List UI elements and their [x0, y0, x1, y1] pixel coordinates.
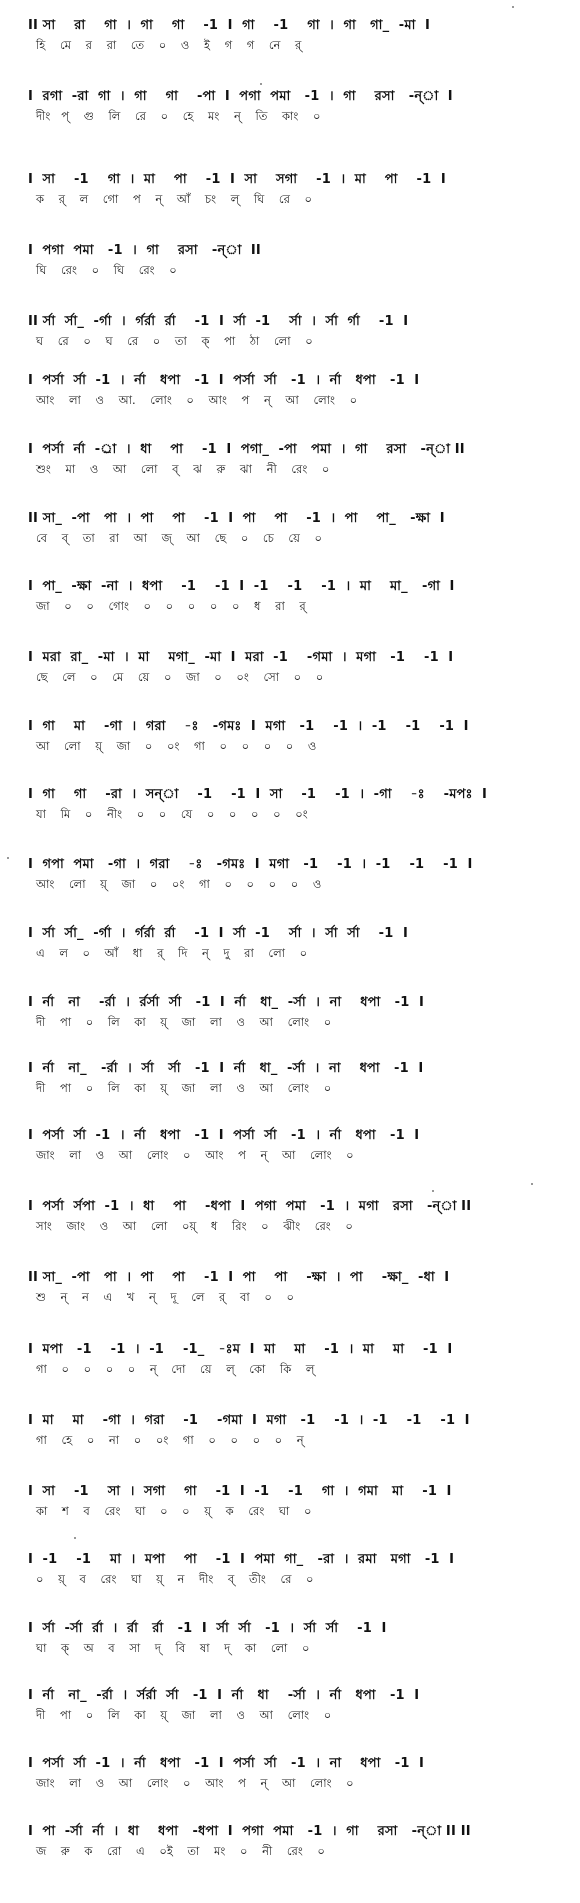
notation-row	[28, 1756, 558, 1791]
swara-line: I পা_ -ক্ষা -না । ধপা -1 -1 I -1 -1 -1 । মা মা_ -গা I	[28, 579, 455, 594]
swara-line: I র্না না_ -র্রা । র্সর্রা র্সা -1 I র্না ধা -র্সা । র্না ধপা -1 I	[28, 1688, 420, 1703]
notation-row	[28, 243, 558, 278]
notation-row	[28, 1413, 558, 1448]
lyric-line: দী পা ০ লি কা য়্ জা লা ও আ লোং ০	[36, 1015, 332, 1029]
notation-row	[28, 18, 558, 53]
swara-line: I মরা রা_ -মা । মা মগা_ -মা I মরা -1 -গমা । মগা -1 -1 I	[28, 650, 454, 665]
lyric-line: জাং লা ও আ লোং ০ আং প ন্ আ লোং ০	[36, 1148, 354, 1162]
lyric-line: গা হে ০ না ০ ০ং গা ০ ০ ০ ০ ন্	[36, 1433, 304, 1447]
lyric-line: হি মে র রা তে ০ ও ই গ গ নে র্	[36, 38, 302, 52]
swara-line: I -1 -1 মা । মপা পা -1 I পমা গা_ -রা । রমা মগা -1 I	[28, 1552, 455, 1567]
lyric-line: গা ০ ০ ০ ০ ন্ দো য়ে ল্ কো কি ল্	[36, 1362, 315, 1376]
lyric-line: ঘ রে ০ ঘ রে ০ তা ক্ পা ঠা লো ০	[36, 334, 313, 348]
lyric-line: ০ য়্ ব রেং ঘা য়্ ন দীং ব্ তীং রে ০	[36, 1572, 314, 1586]
ink-speck	[531, 1183, 533, 1185]
swara-line: II র্সা র্সা_ -র্গা । র্গর্রা র্রা -1 I র্সা -1 র্সা । র্সা র্গা -1 I	[28, 314, 409, 329]
lyric-line: আং লো য়্ জা ০ ০ং গা ০ ০ ০ ০ ও	[36, 877, 322, 891]
notation-row	[28, 1061, 558, 1096]
ink-speck	[74, 1537, 76, 1539]
swara-line: I পর্সা র্সপা -1 । ধা পা -ধপা I পগা পমা -1 । মগা রসা -ন্‌া II	[28, 1199, 472, 1214]
lyric-line: শু ন্ ন এ খ ন্ দূ লে র্ বা ০ ০	[36, 1290, 294, 1304]
swara-line: I মপা -1 -1 । -1 -1_ -ঃম I মা মা -1 । মা মা -1 I	[28, 1342, 453, 1357]
lyric-line: ঘি রেং ০ ঘি রেং ০	[36, 263, 177, 277]
lyric-line: আ লো য়্ জা ০ ০ং গা ০ ০ ০ ০ ও	[36, 739, 317, 753]
notation-row	[28, 373, 558, 408]
lyric-line: জাং লা ও আ লোং ০ আং প ন্ আ লোং ০	[36, 1776, 354, 1790]
swara-line: II সা_ -পা পা । পা পা -1 I পা পা -1 । পা পা_ -ক্ষা I	[28, 511, 445, 526]
notation-row	[28, 719, 558, 754]
lyric-line: আং লা ও আ. লোং ০ আং প ন্ আ লোং ০	[36, 393, 358, 407]
swara-line: I মা মা -গা । গরা -1 -গমা I মগা -1 -1 । -1 -1 -1 I	[28, 1413, 470, 1428]
lyric-line: জা ০ ০ গোং ০ ০ ০ ০ ০ ধ রা র্	[36, 599, 306, 613]
ink-speck	[260, 83, 262, 85]
notation-row	[28, 314, 558, 349]
swara-line: I গা গা -রা । সন্‌া -1 -1 I সা -1 -1 । -গা -ঃ -মপঃ I	[28, 787, 488, 802]
swara-line: I পর্সা র্সা -1 । র্না ধপা -1 I পর্সা র্সা -1 । র্না ধপা -1 I	[28, 1128, 420, 1143]
notation-row	[28, 1342, 558, 1377]
swara-line: II সা রা গা । গা গা -1 I গা -1 গা । গা গা_ -মা I	[28, 18, 431, 33]
swara-line: I সা -1 গা । মা পা -1 I সা সগা -1 । মা পা -1 I	[28, 172, 446, 187]
lyric-line: দী পা ০ লি কা য়্ জা লা ও আ লোং ০	[36, 1081, 332, 1095]
ink-speck	[432, 1190, 434, 1192]
notation-row	[28, 1128, 558, 1163]
swara-line: I গা মা -গা । গরা -ঃ -গমঃ I মগা -1 -1 । -1 -1 -1 I	[28, 719, 469, 734]
swara-line: I সা -1 সা । সগা গা -1 I -1 -1 গা । গমা মা -1 I	[28, 1484, 452, 1499]
notation-row	[28, 1824, 558, 1859]
swara-line: I পর্সা র্সা -1 । র্না ধপা -1 I পর্সা র্সা -1 । না ধপা -1 I	[28, 1756, 425, 1771]
notation-row	[28, 579, 558, 614]
ink-speck	[512, 6, 514, 8]
lyric-line: দীং প্ গু লি রে ০ হে মং ন্ তি কাং ০	[36, 109, 321, 123]
lyric-line: ক র্ ল গো প ন্ আঁ চং ল্ ঘি রে ০	[36, 192, 312, 206]
swara-line: I রগা -রা গা । গা গা -পা I পগা পমা -1 । গা রসা -ন্‌া I	[28, 89, 453, 104]
notation-row	[28, 1199, 558, 1234]
notation-row	[28, 650, 558, 685]
swara-line: I পা -র্সা র্না । ধা ধপা -ধপা I পগা পমা -1 । গা রসা -ন্‌া II II	[28, 1824, 471, 1839]
swara-line: I পগা পমা -1 । গা রসা -ন্‌া II	[28, 243, 261, 258]
notation-row	[28, 926, 558, 961]
ink-speck	[7, 857, 9, 859]
notation-row	[28, 787, 558, 822]
notation-row	[28, 442, 558, 477]
swara-line: II সা_ -পা পা । পা পা -1 I পা পা -ক্ষা । পা -ক্ষা_ -ধা I	[28, 1270, 450, 1285]
notation-row	[28, 1270, 558, 1305]
swara-line: I পর্সা র্সা -1 । র্না ধপা -1 I পর্সা র্সা -1 । র্না ধপা -1 I	[28, 373, 420, 388]
notation-row	[28, 172, 558, 207]
lyric-line: এ ল ০ আঁ ধা র্ দি ন্ দু রা লো ০	[36, 946, 308, 960]
notation-row	[28, 1552, 558, 1587]
notation-row	[28, 857, 558, 892]
lyric-line: সাং জাং ও আ লো ০য়্ ধ রিং ০ ঝীং রেং ০	[36, 1219, 353, 1233]
lyric-line: কা শ ব রেং ঘা ০ ০ য়্ ক রেং ঘা ০	[36, 1504, 312, 1518]
lyric-line: শুং মা ও আ লো ব্ ঝ রু ঝা নী রেং ০	[36, 462, 330, 476]
swara-line: I পর্সা র্না -র্া । ধা পা -1 I পগা_ -পা পমা । গা রসা -ন্‌া II	[28, 442, 465, 457]
swara-line: I র্সা র্সা_ -র্গা । র্গর্রা র্রা -1 I র্সা -1 র্সা । র্সা র্সা -1 I	[28, 926, 409, 941]
lyric-line: বে ব্ তা রা আ জ্ আ ছে ০ চে য়ে ০	[36, 531, 322, 545]
notation-row	[28, 1688, 558, 1723]
lyric-line: যা মি ০ নীং ০ ০ যে ০ ০ ০ ০ ০ং	[36, 807, 308, 821]
swara-line: I র্না না_ -র্রা । র্সা র্সা -1 I র্না ধা_ -র্সা । না ধপা -1 I	[28, 1061, 424, 1076]
notation-row	[28, 89, 558, 124]
swara-line: I র্না না -র্রা । র্রর্সা র্সা -1 I র্না ধা_ -র্সা । না ধপা -1 I	[28, 995, 425, 1010]
notation-row	[28, 511, 558, 546]
lyric-line: দী পা ০ লি কা য়্ জা লা ও আ লোং ০	[36, 1708, 332, 1722]
notation-row	[28, 1621, 558, 1656]
lyric-line: ছে লে ০ মে য়ে ০ জা ০ ০ং সো ০ ০	[36, 670, 324, 684]
notation-row	[28, 1484, 558, 1519]
lyric-line: ঘা ক্ অ ব সা দ্ বি ষা দ্ কা লো ০	[36, 1641, 310, 1655]
swara-line: I গপা পমা -গা । গরা -ঃ -গমঃ I মগা -1 -1 । -1 -1 -1 I	[28, 857, 473, 872]
swara-line: I র্সা -র্সা র্রা । র্রা র্রা -1 I র্সা র্সা -1 । র্সা র্সা -1 I	[28, 1621, 387, 1636]
lyric-line: জ রু ক রো এ ০ই তা মং ০ নী রেং ০	[36, 1844, 325, 1858]
notation-row	[28, 995, 558, 1030]
